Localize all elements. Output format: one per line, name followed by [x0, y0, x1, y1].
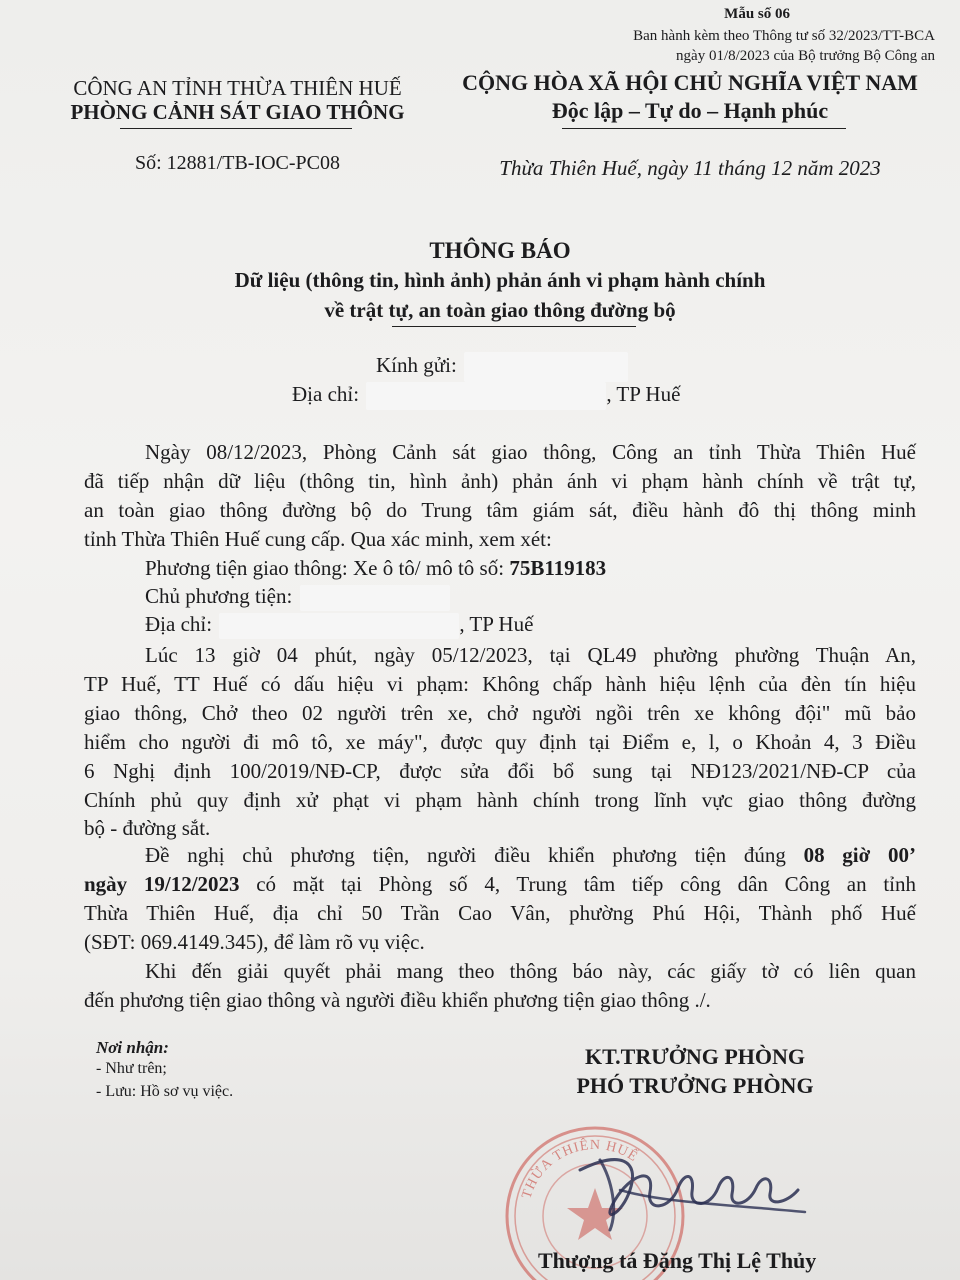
- recipient-address-suffix: , TP Huế: [606, 382, 681, 406]
- svg-text:THỪA THIÊN HUẾ: THỪA THIÊN HUẾ: [519, 1137, 641, 1201]
- paragraph-3-line-2-text: có mặt tại Phòng số 4, Trung tâm tiếp công dân Công an tỉnh: [239, 872, 916, 896]
- national-motto: Độc lập – Tự do – Hạnh phúc: [551, 98, 829, 123]
- owner-redacted: [300, 585, 450, 611]
- owner-label: Chủ phương tiện:: [145, 584, 293, 608]
- signature-title-1: KT.TRƯỞNG PHÒNG: [585, 1044, 805, 1069]
- signature-title-2: PHÓ TRƯỞNG PHÒNG: [576, 1073, 814, 1098]
- document-subtitle-2: về trật tự, an toàn giao thông đường bộ: [324, 298, 676, 322]
- recipients-item-2: - Lưu: Hồ sơ vụ việc.: [96, 1083, 234, 1100]
- owner-line: [145, 584, 450, 611]
- paragraph-2-line-6: Chính phủ quy định xử phạt vi phạm hành chính trong lĩnh vực giao thông đường: [84, 788, 916, 812]
- vehicle-plate: 75B119183: [509, 556, 607, 580]
- document-number: Số: 12881/TB-IOC-PC08: [134, 152, 341, 174]
- owner-address-suffix: , TP Huế: [459, 612, 534, 636]
- signer-name: Thượng tá Đặng Thị Lệ Thủy: [538, 1248, 817, 1273]
- paragraph-3-line-1: [145, 843, 916, 868]
- paragraph-4-line-2: đến phương tiện giao thông và người điều khiển phương tiện giao thông ./.: [84, 988, 711, 1012]
- recipient-address-label: Địa chỉ:: [292, 382, 360, 406]
- paragraph-2-line-5: 6 Nghị định 100/2019/NĐ-CP, được sửa đổi bổ sung tại NĐ123/2021/NĐ-CP của: [84, 759, 916, 783]
- recipient-line: [376, 352, 628, 382]
- paragraph-3-line-4: (SĐT: 069.4149.345), để làm rõ vụ việc.: [84, 930, 425, 954]
- agency-underline: [120, 128, 352, 129]
- recipient-address-line: [292, 382, 680, 410]
- paragraph-2-line-7: bộ - đường sắt.: [84, 816, 211, 840]
- paragraph-2-line-3: giao thông, Chở theo 02 người trên xe, chở người ngồi trên xe không đội" mũ bảo: [84, 701, 916, 725]
- paragraph-3-line-2: [84, 872, 916, 897]
- form-issued-line-2: ngày 01/8/2023 của Bộ trưởng Bộ Công an: [676, 48, 935, 64]
- agency-parent: CÔNG AN TỈNH THỪA THIÊN HUẾ: [73, 76, 402, 100]
- form-number: Mẫu số 06: [724, 6, 790, 22]
- paragraph-2-line-4: hiểm cho người đi mô tô, xe máy", được quy định tại Điểm e, l, o Khoản 4, 3 Điều: [84, 730, 916, 754]
- paragraph-3-line-3: Thừa Thiên Huế, địa chỉ 50 Trần Cao Vân, phường Phú Hội, Thành phố Huế: [84, 901, 916, 925]
- paragraph-1-line-1: Ngày 08/12/2023, Phòng Cảnh sát giao thông, Công an tỉnh Thừa Thiên Huế: [145, 440, 916, 464]
- vehicle-label: Phương tiện giao thông: Xe ô tô/ mô tô số:: [145, 556, 510, 580]
- recipient-address-redacted: [366, 382, 606, 410]
- country-name: CỘNG HÒA XÃ HỘI CHỦ NGHĨA VIỆT NAM: [462, 70, 918, 95]
- place-date: Thừa Thiên Huế, ngày 11 tháng 12 năm 2023: [499, 156, 881, 180]
- paragraph-4-line-1: Khi đến giải quyết phải mang theo thông báo này, các giấy tờ có liên quan: [145, 959, 916, 983]
- paragraph-2-line-1: Lúc 13 giờ 04 phút, ngày 05/12/2023, tại QL49 phường phường Thuận An,: [145, 643, 916, 667]
- document-subtitle-1: Dữ liệu (thông tin, hình ảnh) phản ánh vi phạm hành chính: [234, 268, 766, 292]
- recipients-title: Nơi nhận:: [96, 1038, 169, 1057]
- paragraph-2-line-2: TP Huế, TT Huế có dấu hiệu vi phạm: Không chấp hành hiệu lệnh của đèn tín hiệu: [84, 672, 916, 696]
- paragraph-3-line-1-text: Đề nghị chủ phương tiện, người điều khiển phương tiện đúng: [145, 843, 804, 867]
- vehicle-line: [145, 556, 606, 581]
- owner-address-line: [145, 612, 533, 639]
- form-issued-line-1: Ban hành kèm theo Thông tư số 32/2023/TT-BCA: [633, 28, 935, 44]
- recipient-label: Kính gửi:: [376, 352, 457, 377]
- owner-address-label: Địa chỉ:: [145, 612, 213, 636]
- agency-name: PHÒNG CẢNH SÁT GIAO THÔNG: [70, 100, 405, 124]
- paragraph-1-line-3: an toàn giao thông đường bộ do Trung tâm giám sát, điều hành đô thị thông minh: [84, 498, 916, 522]
- appointment-date: ngày 19/12/2023: [84, 872, 240, 896]
- appointment-time: 08 giờ 00’: [803, 843, 916, 867]
- recipients-item-1: - Như trên;: [96, 1060, 167, 1077]
- owner-address-redacted: [219, 613, 459, 639]
- paragraph-1-line-2: đã tiếp nhận dữ liệu (thông tin, hình ảnh) phản ánh vi phạm hành chính về trật tự,: [84, 469, 916, 493]
- recipient-redacted: [464, 352, 628, 382]
- handwritten-signature: [560, 1130, 810, 1240]
- paragraph-1-line-4: tỉnh Thừa Thiên Huế cung cấp. Qua xác minh, xem xét:: [84, 527, 552, 551]
- motto-underline: [562, 128, 846, 129]
- title-underline: [392, 326, 636, 327]
- document-title: THÔNG BÁO: [429, 238, 571, 263]
